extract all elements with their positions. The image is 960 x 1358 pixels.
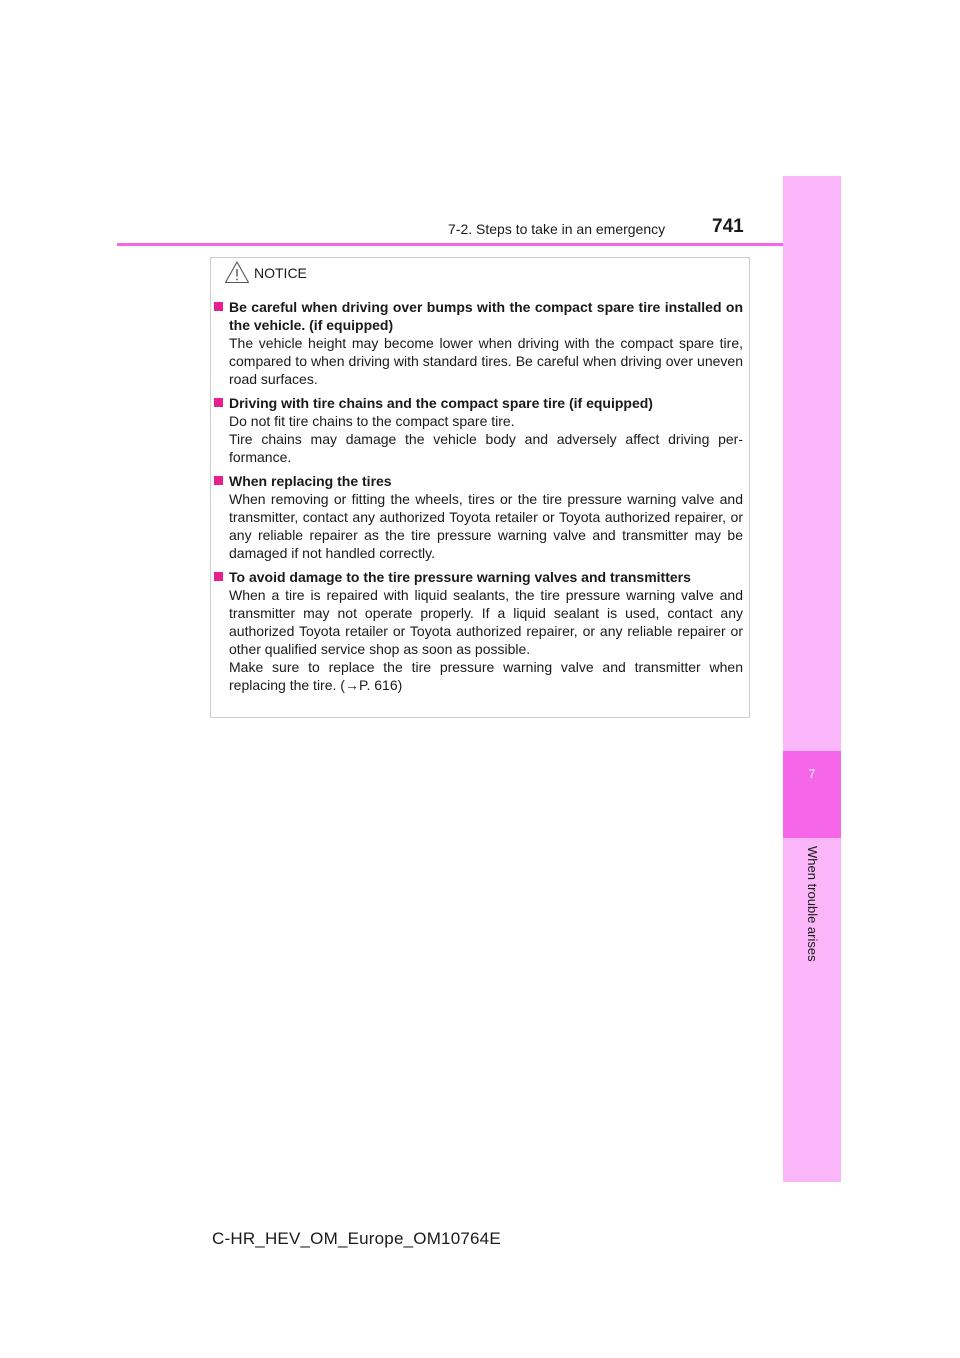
chapter-side-tab (783, 176, 841, 1182)
notice-item (214, 568, 743, 694)
notice-paragraph: When removing or fitting the wheels, tires or the tire pressure warning valve and transmitter, contact any authorized Toyota retailer or Toyota authorized repairer, or any reliable repairer as the tire pressure warning valve and transmitter may be damaged if not handled correctly. (229, 491, 743, 561)
notice-item (214, 394, 743, 466)
header-rule (117, 243, 841, 246)
notice-item-title: Be careful when driving over bumps with the compact spare tire installed on the vehicle. (if equipped) (229, 299, 743, 333)
notice-item-heading (214, 568, 743, 586)
chapter-number: 7 (808, 767, 816, 781)
chapter-number-block (783, 751, 841, 838)
notice-item-heading (214, 394, 743, 412)
square-bullet-icon (214, 572, 223, 581)
document-code: C-HR_HEV_OM_Europe_OM10764E (212, 1229, 501, 1248)
notice-item-heading (214, 298, 743, 334)
chapter-title: When trouble arises (805, 846, 820, 962)
notice-item-title: When replacing the tires (229, 473, 392, 489)
notice-item-body (214, 490, 743, 562)
notice-item-body (214, 334, 743, 388)
notice-item-body (214, 412, 743, 466)
notice-paragraph: Tire chains may damage the vehicle body and adversely affect driving per-formance. (229, 431, 743, 465)
notice-paragraph: The vehicle height may become lower when driving with the compact spare tire, compared to when driving with standard tires. Be careful when driving over uneven road surfaces. (229, 335, 743, 387)
notice-item-body (214, 586, 743, 694)
notice-item-title: To avoid damage to the tire pressure warning valves and transmitters (229, 569, 691, 585)
notice-paragraph: Make sure to replace the tire pressure warning valve and transmitter when replacing the tire. (→P. 616) (229, 659, 743, 693)
notice-item-heading (214, 472, 743, 490)
square-bullet-icon (214, 302, 223, 311)
notice-content (214, 298, 743, 700)
section-title: 7-2. Steps to take in an emergency (448, 221, 666, 237)
square-bullet-icon (214, 476, 223, 485)
warning-triangle-icon (224, 260, 250, 284)
notice-paragraph: When a tire is repaired with liquid sealants, the tire pressure warning valve and transmitter may not operate properly. If a liquid sealant is used, contact any authorized Toyota retailer or Toyota authorized repairer, or any reliable repairer or other qualified service shop as soon as possible. (229, 587, 743, 657)
notice-label: NOTICE (254, 265, 307, 281)
notice-item (214, 298, 743, 388)
page-number: 741 (712, 216, 744, 237)
notice-item (214, 472, 743, 562)
square-bullet-icon (214, 398, 223, 407)
notice-item-title: Driving with tire chains and the compact spare tire (if equipped) (229, 395, 653, 411)
notice-paragraph: Do not fit tire chains to the compact spare tire. (229, 413, 515, 429)
